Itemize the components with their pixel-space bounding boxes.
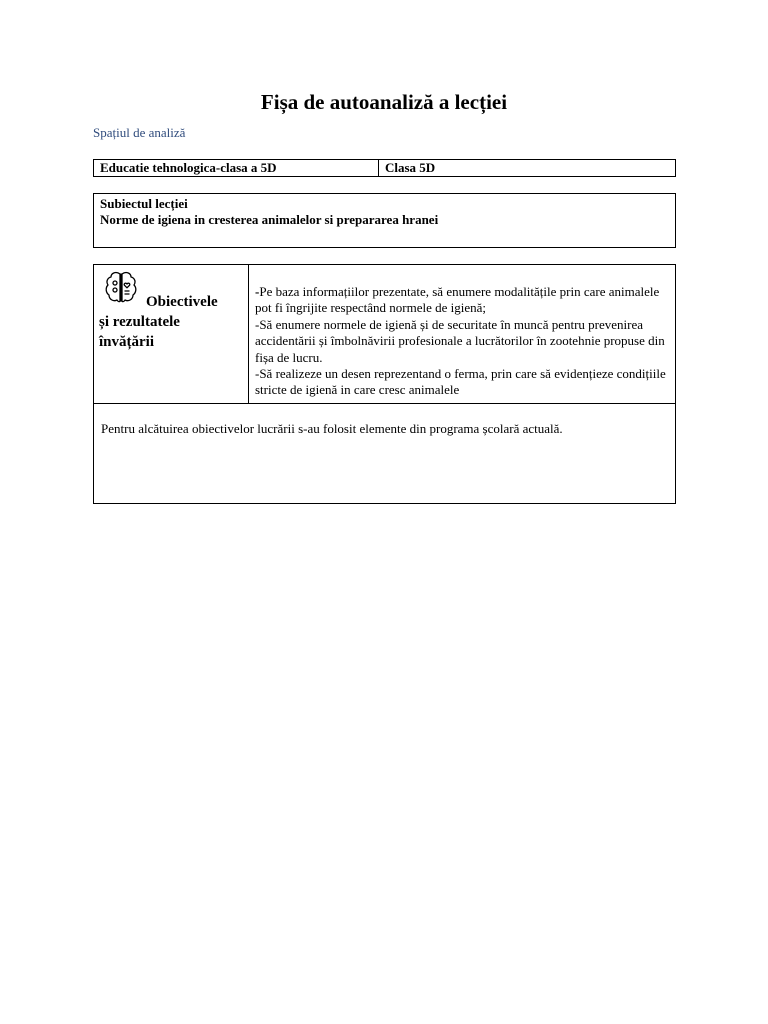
class-cell: Clasa 5D [385,160,436,175]
objectives-heading-line3: învățării [99,334,154,350]
objective-prefix: - [255,284,260,299]
lesson-label: Subiectul lecției [100,196,188,211]
objectives-heading-line1: Obiectivele [146,294,218,310]
lesson-topic: Norme de igiena in cresterea animalelor si prepararea hranei [100,212,439,227]
page-title: Fișa de autoanaliză a lecției [260,90,508,114]
objective-item [255,366,669,399]
subject-class-cell: Educatie tehnologica-clasa a 5D [94,160,379,176]
info-table [93,159,676,177]
objective-item [255,284,669,317]
objectives-heading-line2: și rezultatele [99,314,180,330]
objective-text: -Să realizeze un desen reprezentand o ferma, prin care să evidențieze condițiile stricte de igienă in care cresc animalele [255,366,666,398]
lesson-subject-box [93,193,676,248]
objectives-row [94,265,675,404]
section-label: Spațiul de analiză [93,125,186,140]
objective-text: Pe baza informațiilor prezentate, să enumere modalitățile prin care animalele pot fi îngrijite respectând normele de igienă; [255,284,660,316]
objective-text: -Să enumere normele de igienă și de securitate în muncă pentru prevenirea accidentării și îmbolnăvirii profesionale a lucrătorilor în zootehnie propuse din fișa de lucru. [255,316,665,365]
objectives-note: Pentru alcătuirea obiectivelor lucrării s-au folosit elemente din programa școlară actuală. [101,421,563,436]
objectives-heading-cell [94,265,249,403]
objective-item [255,317,669,366]
objectives-list [255,284,669,401]
objectives-heading [99,292,245,352]
objectives-table [93,264,676,504]
